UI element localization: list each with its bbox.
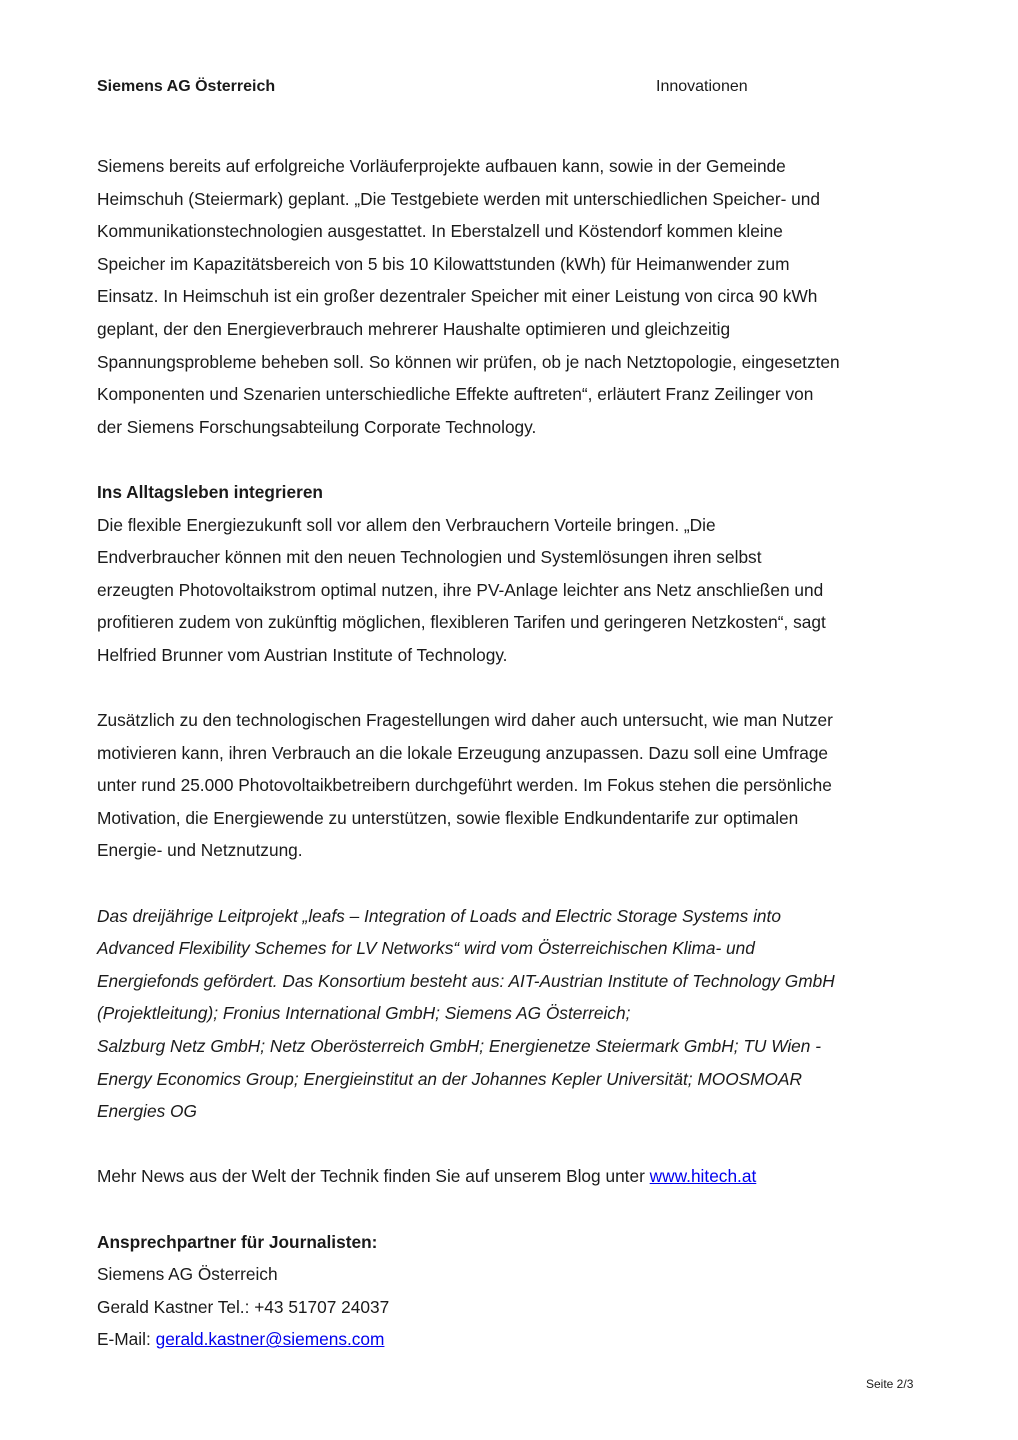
text-line: (Projektleitung); Fronius International GmbH; Siemens AG Österreich; (97, 1003, 631, 1024)
text-line: erzeugten Photovoltaikstrom optimal nutzen, ihre PV-Anlage leichter ans Netz anschließen und (97, 579, 824, 600)
paragraph-project-info (97, 900, 927, 1128)
spacer (97, 1193, 927, 1226)
email-label: E-Mail: (97, 1329, 156, 1350)
text-line: unter rund 25.000 Photovoltaikbetreibern durchgeführt werden. Im Fokus stehen die persönliche (97, 775, 832, 796)
text-line: Energiefonds gefördert. Das Konsortium besteht aus: AIT-Austrian Institute of Technology GmbH (97, 970, 835, 991)
header-section: Innovationen (656, 78, 748, 95)
contact-block (97, 1226, 927, 1356)
text-line: Heimschuh (Steiermark) geplant. „Die Testgebiete werden mit unterschiedlichen Speicher- und (97, 188, 820, 209)
contact-company: Siemens AG Österreich (97, 1264, 278, 1285)
paragraph-intro (97, 150, 927, 443)
blog-text: Mehr News aus der Welt der Technik finden Sie auf unserem Blog unter (97, 1166, 650, 1187)
contact-email-line (97, 1323, 927, 1356)
text-line: Die flexible Energiezukunft soll vor allem den Verbrauchern Vorteile bringen. „Die (97, 514, 716, 535)
text-line: motivieren kann, ihren Verbrauch an die lokale Erzeugung anzupassen. Dazu soll eine Umfrage (97, 742, 829, 763)
section-heading: Ins Alltagsleben integrieren (97, 481, 323, 502)
text-line: Das dreijährige Leitprojekt „leafs – Integration of Loads and Electric Storage Systems into (97, 905, 781, 926)
spacer (97, 443, 927, 476)
blog-link[interactable]: www.hitech.at (649, 1166, 757, 1187)
paragraph-survey (97, 704, 927, 867)
text-line: Speicher im Kapazitätsbereich von 5 bis 10 Kilowattstunden (kWh) für Heimanwender zum (97, 253, 790, 274)
text-line: Helfried Brunner vom Austrian Institute of Technology. (97, 644, 508, 665)
text-line: Kommunikationstechnologien ausgestattet. In Eberstalzell und Köstendorf kommen kleine (97, 221, 783, 242)
text-line: profitieren zudem von zukünftig möglichen, flexibleren Tarifen und geringeren Netzkosten“, sagt (97, 612, 826, 633)
spacer (97, 1128, 927, 1161)
text-line: Einsatz. In Heimschuh ist ein großer dezentraler Speicher mit einer Leistung von circa 90 kWh (97, 286, 818, 307)
blog-line (97, 1160, 927, 1193)
text-line: geplant, der den Energieverbrauch mehrerer Haushalte optimieren und gleichzeitig (97, 318, 731, 339)
document-body (97, 150, 927, 1356)
spacer (97, 672, 927, 705)
paragraph-everyday (97, 509, 927, 672)
email-link[interactable]: gerald.kastner@siemens.com (155, 1329, 385, 1350)
text-line: der Siemens Forschungsabteilung Corporate Technology. (97, 416, 537, 437)
text-line: Zusätzlich zu den technologischen Fragestellungen wird daher auch untersucht, wie man Nutzer (97, 710, 833, 731)
text-line: Motivation, die Energiewende zu unterstützen, sowie flexible Endkundentarife zur optimalen (97, 807, 799, 828)
page-number: Seite 2/3 (866, 1377, 914, 1391)
text-line: Salzburg Netz GmbH; Netz Oberösterreich GmbH; Energienetze Steiermark GmbH; TU Wien - (97, 1036, 821, 1057)
header-company: Siemens AG Österreich (97, 78, 276, 95)
text-line: Energy Economics Group; Energieinstitut an der Johannes Kepler Universität; MOOSMOAR (97, 1068, 803, 1089)
contact-heading: Ansprechpartner für Journalisten: (97, 1231, 378, 1252)
text-line: Energie- und Netznutzung. (97, 840, 303, 861)
text-line: Spannungsprobleme beheben soll. So können wir prüfen, ob je nach Netztopologie, eingesetzten (97, 351, 840, 372)
text-line: Komponenten und Szenarien unterschiedliche Effekte auftreten“, erläutert Franz Zeilinger von (97, 384, 814, 405)
text-line: Endverbraucher können mit den neuen Technologien und Systemlösungen ihren selbst (97, 547, 762, 568)
text-line: Energies OG (97, 1101, 197, 1122)
spacer (97, 867, 927, 900)
text-line: Siemens bereits auf erfolgreiche Vorläuferprojekte aufbauen kann, sowie in der Gemeinde (97, 156, 786, 176)
text-line: Advanced Flexibility Schemes for LV Networks“ wird vom Österreichischen Klima- und (97, 938, 755, 959)
contact-person: Gerald Kastner Tel.: +43 51707 24037 (97, 1296, 390, 1317)
